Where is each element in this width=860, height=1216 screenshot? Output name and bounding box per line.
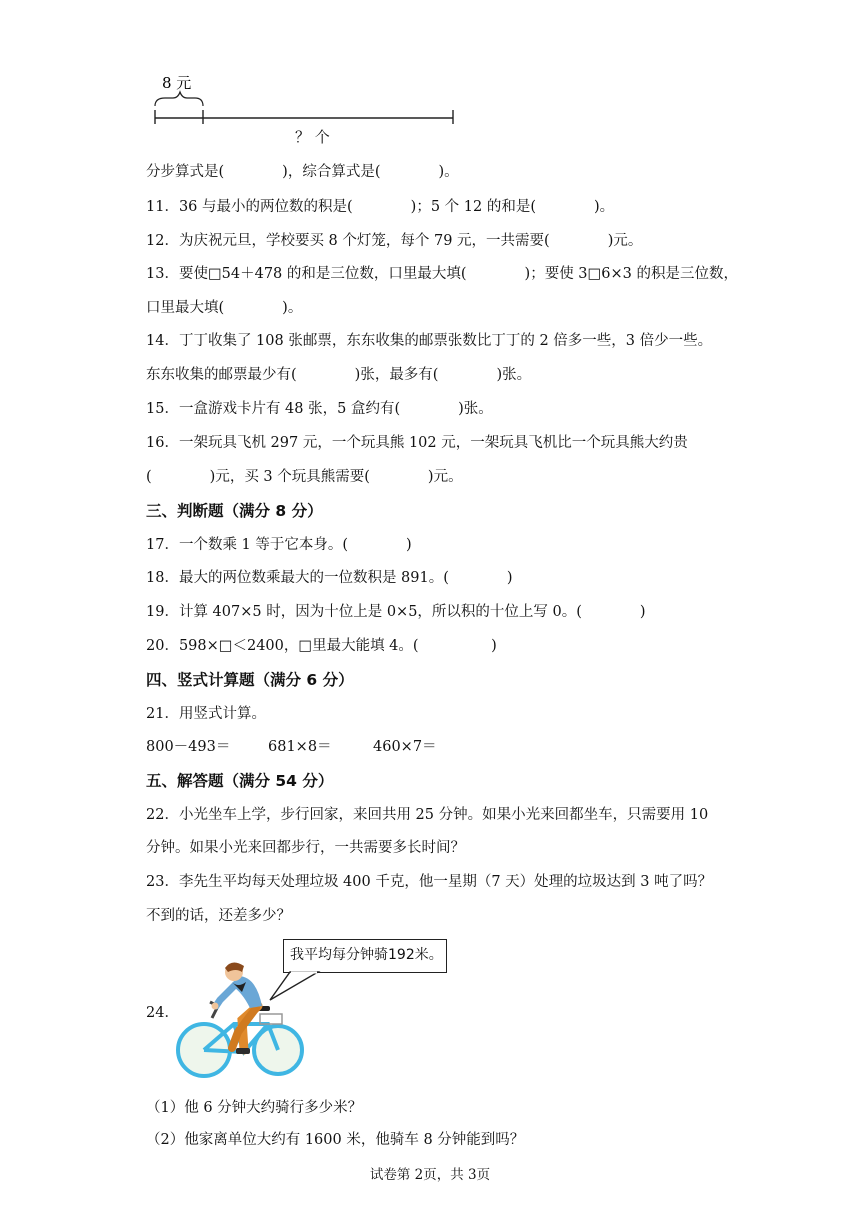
section-3-heading: 三、判断题（满分 8 分） — [146, 502, 323, 520]
question-20: 20．598×□＜2400，□里最大能填 4。( ) — [146, 638, 497, 654]
question-19: 19．计算 407×5 时，因为十位上是 0×5，所以积的十位上写 0。( ) — [146, 604, 646, 620]
question-13-line2: 口里最大填( )。 — [146, 300, 303, 316]
question-16-line1: 16．一架玩具飞机 297 元，一个玩具熊 102 元，一架玩具飞机比一个玩具熊大约贵 — [146, 435, 688, 451]
question-23-line2: 不到的话，还差多少？ — [146, 908, 291, 924]
diagram-bottom-label: ？ 个 — [295, 128, 330, 146]
section-4-heading: 四、竖式计算题（满分 6 分） — [146, 671, 354, 689]
question-14-line2: 东东收集的邮票最少有( )张，最多有( )张。 — [146, 367, 532, 383]
question-13-line1: 13．要使□54＋478 的和是三位数，口里最大填( )；要使 3□6×3 的积是三位数， — [146, 266, 738, 282]
question-24-number: 24． — [146, 1005, 179, 1021]
speech-bubble-text: 我平均每分钟骑192米。 — [290, 947, 443, 963]
calc-3: 460×7＝ — [373, 739, 437, 755]
question-11: 11．36 与最小的两位数的积是( )；5 个 12 的和是( )。 — [146, 199, 615, 215]
question-12: 12．为庆祝元旦，学校要买 8 个灯笼，每个 79 元，一共需要( )元。 — [146, 233, 643, 249]
question-18: 18．最大的两位数乘最大的一位数积是 891。( ) — [146, 570, 513, 586]
calc-1: 800－493＝ — [146, 739, 231, 755]
question-22-line1: 22．小光坐车上学，步行回家，来回共用 25 分钟。如果小光来回都坐车，只需要用 10 — [146, 807, 709, 823]
question-24-part1: （1）他 6 分钟大约骑行多少米？ — [146, 1100, 363, 1116]
question-15: 15．一盒游戏卡片有 48 张，5 盒约有( )张。 — [146, 401, 493, 417]
question-24-part2: （2）他家离单位大约有 1600 米，他骑车 8 分钟能到吗？ — [146, 1132, 525, 1148]
question-17: 17．一个数乘 1 等于它本身。( ) — [146, 537, 412, 553]
cyclist-illustration — [172, 962, 312, 1082]
question-21: 21．用竖式计算。 — [146, 706, 266, 722]
page-footer: 试卷第 2页，共 3页 — [369, 1167, 491, 1183]
question-16-line2: ( )元，买 3 个玩具熊需要( )元。 — [146, 469, 463, 485]
diagram-top-label: 8 元 — [162, 74, 192, 92]
question-14-line1: 14．丁丁收集了 108 张邮票，东东收集的邮票张数比丁丁的 2 倍多一些，3 倍少一些。 — [146, 333, 713, 349]
section-5-heading: 五、解答题（满分 54 分） — [146, 772, 334, 790]
question-10-tail: 分步算式是( )，综合算式是( )。 — [146, 164, 459, 180]
calc-2: 681×8＝ — [268, 739, 332, 755]
question-23-line1: 23．李先生平均每天处理垃圾 400 千克，他一星期（7 天）处理的垃圾达到 3 吨了吗？ — [146, 874, 713, 890]
diagram-brace — [155, 92, 203, 106]
question-22-line2: 分钟。如果小光来回都步行，一共需要多长时间？ — [146, 840, 465, 856]
